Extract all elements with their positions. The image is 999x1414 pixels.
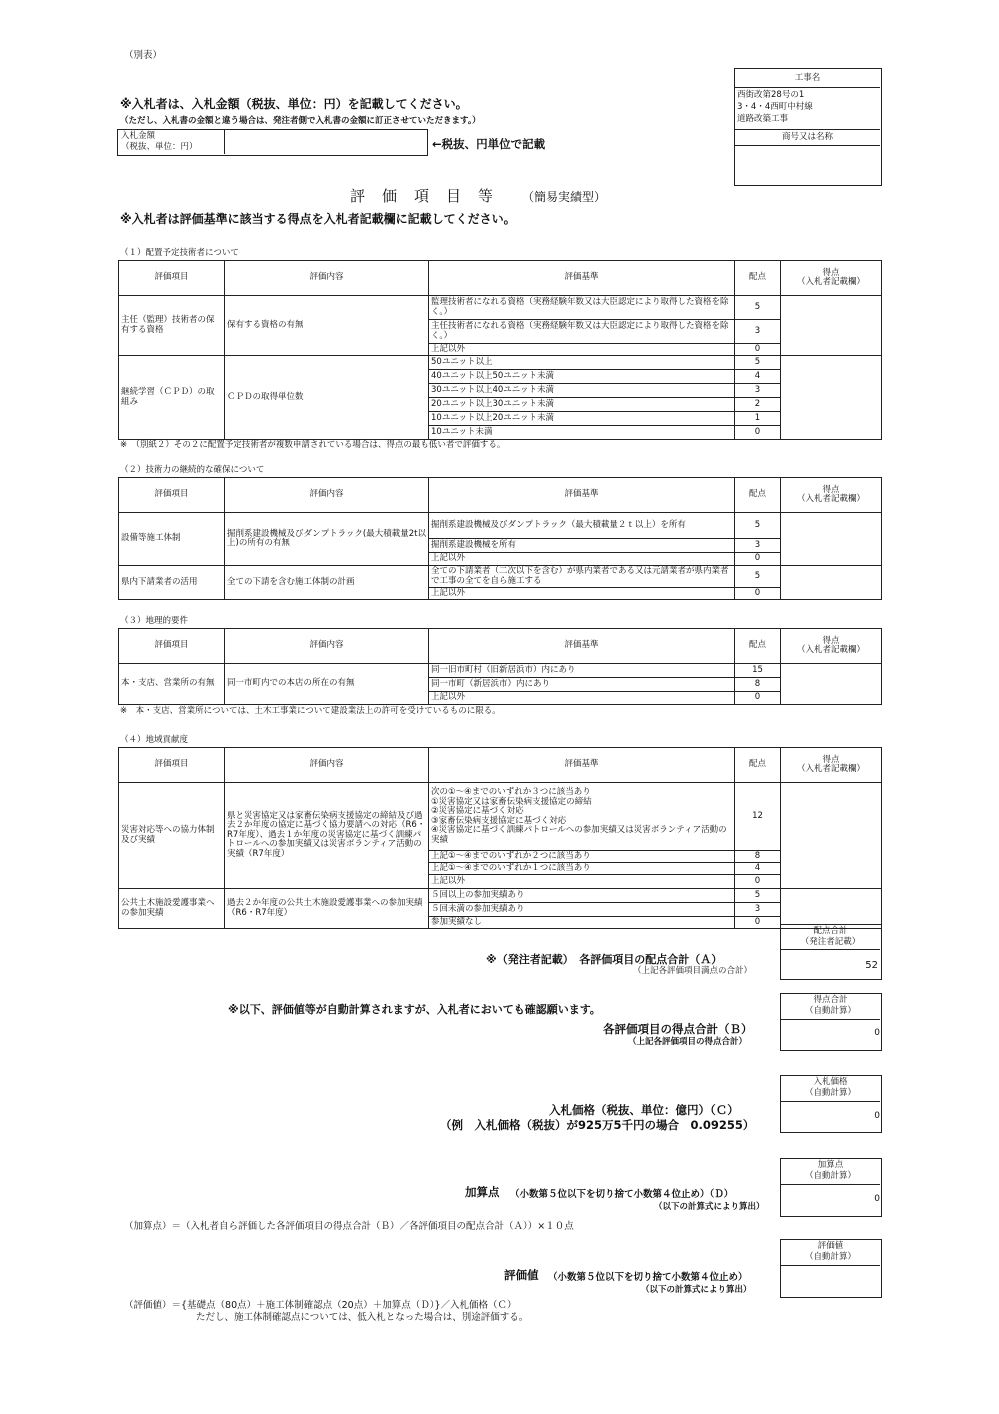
- total-points-header-2: （発注者記載）: [800, 937, 861, 947]
- instruction: ※入札者は評価基準に該当する得点を入札者記載欄に記載してください。: [120, 212, 516, 226]
- added-points-formula: （加算点）＝（入札者自ら評価した各評価項目の得点合計（Ｂ）／各評価項目の配点合計（Ａ））×１０点: [124, 1221, 574, 1232]
- col-criteria: 評価基準: [429, 748, 735, 783]
- col-score-1: 得点: [822, 484, 840, 495]
- col-score: [781, 261, 882, 296]
- points-cell: 12: [735, 783, 781, 851]
- project-name-1: 西街改第28号の1: [737, 90, 805, 100]
- evaluation-value-label-small: （小数第５位以下を切り捨て小数第４位止め）: [548, 1272, 748, 1283]
- project-box: [734, 68, 882, 186]
- criteria-cell: 上記以外: [429, 553, 735, 566]
- col-criteria: 評価基準: [429, 629, 735, 664]
- attachment-label: （別表）: [124, 50, 163, 61]
- col-criteria: 評価基準: [429, 261, 735, 296]
- points-cell: 15: [735, 664, 781, 678]
- col-score-1: 得点: [822, 267, 840, 278]
- col-content: 評価内容: [225, 261, 429, 296]
- bid-price-example: （例 入札価格（税抜）が925万5千円の場合 0.09255）: [440, 1118, 755, 1132]
- col-item: 評価項目: [119, 629, 225, 664]
- total-points-value: 52: [865, 960, 878, 971]
- added-points-label-small: （小数第５位以下を切り捨て小数第４位止め）（Ｄ）: [510, 1189, 734, 1200]
- col-score-1: 得点: [822, 754, 840, 765]
- col-points: 配点: [735, 629, 781, 664]
- total-score-header-1: 得点合計: [813, 995, 848, 1005]
- points-cell: 0: [735, 553, 781, 566]
- company-input[interactable]: [735, 146, 880, 184]
- bid-price-header-1: 入札価格: [813, 1077, 848, 1087]
- bid-price-label: 入札価格（税抜、単位：億円）（Ｃ）: [549, 1103, 739, 1117]
- s4-g1-item: 災害対応等への協力体制及び実績: [119, 783, 225, 889]
- total-score-header-2: （自動計算）: [804, 1006, 856, 1016]
- criteria-cell: 掘削系建設機械及びダンプトラック（最大積載量２ｔ以上）を所有: [429, 513, 735, 539]
- points-cell: 1: [735, 412, 781, 426]
- criteria-cell: 上記①～④までのいずれか１つに該当あり: [429, 863, 735, 875]
- points-cell: 0: [735, 588, 781, 600]
- added-points-header-1: 加算点: [817, 1160, 844, 1170]
- points-cell: 8: [735, 678, 781, 692]
- criteria-cell: 上記以外: [429, 692, 735, 705]
- project-name-3: 道路改築工事: [737, 114, 789, 124]
- s2-g1-item: 設備等施工体制: [119, 513, 225, 566]
- col-score-2: （入札者記載欄）: [796, 277, 865, 287]
- criteria-cell: 主任技術者になれる資格（実務経験年数又は大臣認定により取得した資格を除く。）: [429, 320, 735, 344]
- col-item: 評価項目: [119, 748, 225, 783]
- project-header: 工事名: [735, 69, 880, 88]
- col-score-2: （入札者記載欄）: [796, 764, 865, 774]
- points-cell: 5: [735, 889, 781, 903]
- s4-g2-score-input[interactable]: [781, 889, 882, 929]
- total-score-sub: （上記各評価項目の得点合計）: [628, 1037, 748, 1047]
- project-name-2: 3・4・4西町中村線: [737, 102, 813, 112]
- col-content: 評価内容: [225, 748, 429, 783]
- points-cell: 3: [735, 903, 781, 917]
- total-points-sub: （上記各評価項目満点の合計）: [633, 966, 753, 976]
- criteria-cell: 掘削系建設機械を所有: [429, 539, 735, 553]
- points-cell: 5: [735, 296, 781, 320]
- points-cell: 0: [735, 426, 781, 440]
- points-cell: 0: [735, 344, 781, 356]
- criteria-cell: 参加実績なし: [429, 917, 735, 929]
- bid-price-header-2: （自動計算）: [804, 1088, 856, 1098]
- section2-table: [118, 477, 882, 600]
- criteria-cell: 全ての下請業者（二次以下を含む）が県内業者である又は元請業者が県内業者で工事の全てを自ら施工する: [429, 566, 735, 588]
- total-score-value: 0: [874, 1028, 880, 1038]
- section2-title: （２）技術力の継続的な確保について: [120, 465, 265, 475]
- total-score-box: [780, 993, 882, 1051]
- section1-title: （１）配置予定技術者について: [120, 248, 239, 258]
- criteria-cell: 30ユニット以上40ユニット未満: [429, 384, 735, 398]
- s4-g1-content: 県と災害協定又は家畜伝染病支援協定の締結及び過去２か年度の協定に基づく協力要請への対応（R6・R7年度）、過去１か年度の災害協定に基づく訓練パトロールへの参加実績又は災害ボランティア活動の実績（R7年度）: [225, 783, 429, 889]
- s1-g1-content: 保有する資格の有無: [225, 296, 429, 356]
- s1-g1-item: 主任（監理）技術者の保有する資格: [119, 296, 225, 356]
- s1-g2-score-input[interactable]: [781, 356, 882, 440]
- criteria-cell: 50ユニット以上: [429, 356, 735, 370]
- s2-g2-item: 県内下請業者の活用: [119, 566, 225, 600]
- points-cell: 8: [735, 851, 781, 863]
- s3-g1-item: 本・支店、営業所の有無: [119, 664, 225, 705]
- points-cell: 0: [735, 692, 781, 705]
- s3-g1-score-input[interactable]: [781, 664, 882, 705]
- section4-title: （４）地域貢献度: [120, 735, 189, 745]
- col-points: 配点: [735, 478, 781, 513]
- company-header: 商号又は名称: [735, 129, 880, 146]
- total-points-label: ※（発注者記載） 各評価項目の配点合計（Ａ）: [486, 953, 723, 966]
- criteria-cell: 上記①～④までのいずれか２つに該当あり: [429, 851, 735, 863]
- bid-correction-note: （ただし、入札書の金額と違う場合は、発注者側で入札書の金額に訂正させていただきます。）: [120, 116, 481, 126]
- col-score-2: （入札者記載欄）: [796, 494, 865, 504]
- points-cell: 3: [735, 539, 781, 553]
- added-points-label: 加算点: [465, 1185, 500, 1199]
- section1-note: ※ （別紙２）その２に配置予定技術者が複数申請されている場合は、得点の最も低い者で評価する。: [120, 440, 506, 450]
- s3-g1-content: 同一市町内での本店の所在の有無: [225, 664, 429, 705]
- points-cell: 5: [735, 566, 781, 588]
- total-score-label: 各評価項目の得点合計（Ｂ）: [603, 1022, 753, 1036]
- points-cell: 2: [735, 398, 781, 412]
- col-points: 配点: [735, 748, 781, 783]
- col-score-1: 得点: [822, 635, 840, 646]
- section4-table: [118, 747, 882, 929]
- col-content: 評価内容: [225, 478, 429, 513]
- points-cell: 3: [735, 320, 781, 344]
- s1-g2-item: 継続学習（ＣＰＤ）の取組み: [119, 356, 225, 440]
- points-cell: 0: [735, 875, 781, 889]
- s4-g2-content: 過去２か年度の公共土木施設愛護事業への参加実績（R6・R7年度）: [225, 889, 429, 929]
- s1-g2-content: ＣＰＤの取得単位数: [225, 356, 429, 440]
- points-cell: 5: [735, 356, 781, 370]
- section1-table: [118, 260, 882, 440]
- bid-amount-label: [118, 130, 225, 154]
- section3-note: ※ 本・支店、営業所については、土木工事業について建設業法上の許可を受けているものに限る。: [120, 706, 501, 716]
- criteria-cell: 次の①～④までのいずれか３つに該当あり ①災害協定又は家畜伝染病支援協定の締結 ②災害協定に基づく対応 ③家畜伝染病支援協定に基づく対応 ④災害協定に基づく訓練パトロールへの参加実績又は災害ボランティア活動の実績: [429, 783, 735, 851]
- s2-g1-score-input[interactable]: [781, 513, 882, 566]
- evaluation-value-box: [780, 1239, 882, 1298]
- col-score: [781, 478, 882, 513]
- evaluation-value-sub: （以下の計算式により算出）: [641, 1285, 752, 1295]
- criteria-cell: ５回未満の参加実績あり: [429, 903, 735, 917]
- bid-amount-label-1: 入札金額: [121, 131, 156, 141]
- criteria-cell: 上記以外: [429, 588, 735, 600]
- col-criteria: 評価基準: [429, 478, 735, 513]
- criteria-cell: 40ユニット以上50ユニット未満: [429, 370, 735, 384]
- evaluation-value-formula-note: ただし、施工体制確認点については、低入札となった場合は、別途評価する。: [196, 1312, 529, 1323]
- points-cell: 0: [735, 917, 781, 929]
- col-score-2: （入札者記載欄）: [796, 645, 865, 655]
- bid-amount-label-2: （税抜、単位：円）: [121, 142, 198, 152]
- section3-table: [118, 628, 882, 705]
- total-points-box: [780, 924, 882, 980]
- bid-arrow-note: ←税抜、円単位で記載: [432, 137, 546, 151]
- page-title: 評 価 項 目 等: [350, 187, 495, 205]
- bid-notice: ※入札者は、入札金額（税抜、単位：円）を記載してください。: [120, 97, 468, 111]
- section3-title: （３）地理的要件: [120, 616, 189, 626]
- s2-g2-content: 全ての下請を含む施工体制の計画: [225, 566, 429, 600]
- col-score: [781, 629, 882, 664]
- criteria-cell: 上記以外: [429, 344, 735, 356]
- s2-g1-content: 掘削系建設機械及びダンプトラック(最大積載量2t以上)の所有の有無: [225, 513, 429, 566]
- criteria-cell: 同一市町（新居浜市）内にあり: [429, 678, 735, 692]
- bid-price-box: [780, 1075, 882, 1133]
- s2-g2-score-input[interactable]: [781, 566, 882, 600]
- col-content: 評価内容: [225, 629, 429, 664]
- criteria-cell: 上記以外: [429, 875, 735, 889]
- s1-g1-score-input[interactable]: [781, 296, 882, 356]
- col-points: 配点: [735, 261, 781, 296]
- added-points-value: 0: [874, 1194, 880, 1204]
- auto-calc-notice: ※以下、評価値等が自動計算されますが、入札者においても確認願います。: [228, 1003, 601, 1016]
- added-points-sub: （以下の計算式により算出）: [654, 1202, 765, 1212]
- criteria-cell: 20ユニット以上30ユニット未満: [429, 398, 735, 412]
- criteria-cell: 同一旧市町村（旧新居浜市）内にあり: [429, 664, 735, 678]
- bid-amount-row: [117, 129, 428, 156]
- points-cell: 5: [735, 513, 781, 539]
- criteria-cell: ５回以上の参加実績あり: [429, 889, 735, 903]
- bid-price-value: 0: [874, 1111, 880, 1121]
- evaluation-value-formula: （評価値）＝{基礎点（80点）＋施工体制確認点（20点）＋加算点（Ｄ）}／入札価格（Ｃ）: [124, 1300, 517, 1311]
- criteria-cell: 10ユニット以上20ユニット未満: [429, 412, 735, 426]
- total-points-header-1: 配点合計: [813, 926, 848, 936]
- points-cell: 4: [735, 370, 781, 384]
- col-item: 評価項目: [119, 261, 225, 296]
- evaluation-value-header-2: （自動計算）: [804, 1252, 856, 1262]
- points-cell: 3: [735, 384, 781, 398]
- evaluation-value-header-1: 評価値: [817, 1241, 844, 1251]
- bid-amount-input[interactable]: [225, 130, 425, 154]
- page-subtitle: （簡易実績型）: [522, 190, 607, 204]
- s4-g2-item: 公共土木施設愛護事業への参加実績: [119, 889, 225, 929]
- col-score: [781, 748, 882, 783]
- added-points-box: [780, 1158, 882, 1217]
- criteria-cell: 監理技術者になれる資格（実務経験年数又は大臣認定により取得した資格を除く。）: [429, 296, 735, 320]
- s4-g1-score-input[interactable]: [781, 783, 882, 889]
- evaluation-value-label: 評価値: [504, 1268, 539, 1282]
- points-cell: 4: [735, 863, 781, 875]
- criteria-cell: 10ユニット未満: [429, 426, 735, 440]
- added-points-header-2: （自動計算）: [804, 1171, 856, 1181]
- col-item: 評価項目: [119, 478, 225, 513]
